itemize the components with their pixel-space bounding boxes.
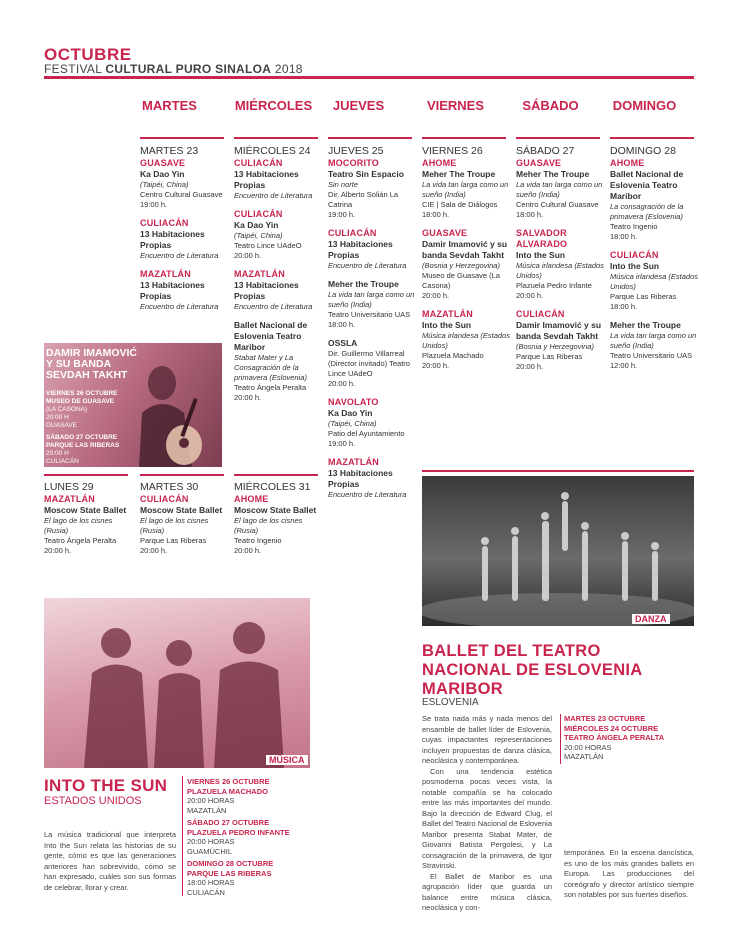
event-hour: 20:00 h. bbox=[328, 379, 356, 388]
event-info: La vida tan larga como un sueño (India) bbox=[328, 290, 415, 309]
damir-place-2: PARQUE LAS RIBERAS bbox=[46, 442, 120, 449]
event-info: Música irlandesa (Estados Unidos) bbox=[516, 261, 604, 280]
event-title: Into the Sun bbox=[516, 250, 566, 260]
city-label: NAVOLATO bbox=[328, 397, 379, 407]
city-label: AHOME bbox=[610, 158, 645, 168]
divider bbox=[328, 137, 412, 139]
city-label: AHOME bbox=[234, 494, 269, 504]
divider bbox=[140, 137, 224, 139]
musica-hour-3: 18:00 HORAS bbox=[187, 878, 235, 887]
event-location: Parque Las Riberas bbox=[140, 536, 207, 545]
event-hour: 20:00 h. bbox=[422, 361, 450, 370]
damir-city-2: CULIACÁN bbox=[46, 458, 79, 465]
event-hour: 19:00 h. bbox=[140, 200, 168, 209]
event-title: 13 Habitaciones Propias bbox=[328, 239, 393, 260]
danza-city: MAZATLÁN bbox=[564, 752, 604, 761]
column-domingo bbox=[610, 141, 703, 379]
event-title: Ballet Nacional de Eslovenia Teatro Maribor bbox=[234, 320, 308, 352]
event bbox=[234, 169, 327, 201]
danza-hour: 20:00 HORAS bbox=[564, 742, 612, 752]
event-hour: 20:00 h. bbox=[516, 362, 544, 371]
column-date: LUNES 29 bbox=[44, 481, 94, 493]
event-hour: 18:00 h. bbox=[422, 210, 450, 219]
danza-divider bbox=[560, 714, 561, 764]
damir-title-line2: Y SU BANDA bbox=[46, 358, 112, 370]
musica-place-3: PARQUE LAS RIBERAS bbox=[187, 868, 272, 878]
event-hour: 18:00 h. bbox=[516, 210, 544, 219]
damir-place-1: MUSEO DE GUASAVE bbox=[46, 398, 115, 405]
damir-date-2: SÁBADO 27 OCTUBRE bbox=[46, 434, 118, 441]
danza-subtitle: ESLOVENIA bbox=[422, 697, 479, 708]
city-label: MOCORITO bbox=[328, 158, 379, 168]
column-viernes bbox=[422, 141, 515, 379]
event bbox=[422, 239, 515, 301]
event-title: Into the Sun bbox=[422, 320, 472, 330]
event bbox=[234, 220, 327, 261]
musica-body: La música tradicional que interpreta Into the Sun relata las historias de su gente, cómo es que las generaciones anteriores han sobrevivido, cómo se han expresado, cuáles son sus formas de celebrar, llorar y crear. bbox=[44, 830, 176, 892]
danza-photo bbox=[422, 476, 694, 626]
city-label: MAZATLÁN bbox=[328, 457, 379, 467]
event-info: (Bosnia y Herzegovina) bbox=[516, 342, 594, 351]
band-illustration bbox=[44, 598, 310, 768]
event bbox=[328, 239, 421, 271]
event bbox=[234, 320, 327, 403]
event-info: La vida tan larga como un sueño (India) bbox=[516, 180, 603, 199]
event-hour: 20:00 h. bbox=[234, 251, 262, 260]
musica-subtitle: ESTADOS UNIDOS bbox=[44, 795, 142, 807]
event bbox=[516, 169, 609, 220]
day-header-jueves: JUEVES bbox=[332, 98, 385, 113]
event-info: Encuentro de Literatura bbox=[234, 191, 313, 200]
event-info: Encuentro de Literatura bbox=[328, 261, 407, 270]
city-label: CULIACÁN bbox=[234, 158, 283, 168]
event-info: Música irlandesa (Estados Unidos) bbox=[610, 272, 698, 291]
danza-place: TEATRO ÁNGELA PERALTA bbox=[564, 733, 665, 742]
musica-label: MÚSICA bbox=[266, 755, 308, 765]
danza-date-2: MIÉRCOLES 24 OCTUBRE bbox=[564, 723, 659, 733]
divider bbox=[234, 137, 318, 139]
danza-label: DANZA bbox=[632, 614, 670, 624]
damir-title bbox=[46, 348, 156, 381]
event-location: Dir. Alberto Solián La Catrina bbox=[328, 190, 399, 209]
damir-title-line3: SEVDAH TAKHT bbox=[46, 369, 128, 381]
danza-body-4: temporánea. En la escena dancística, es uno de los más grandes ballets en Europa. Las producciones del coreógrafo y director artístico siempre son notables por sus fuertes diseños. bbox=[564, 848, 694, 899]
column-date: VIERNES 26 bbox=[422, 145, 483, 157]
day-header-viernes: VIERNES bbox=[426, 98, 485, 113]
column-date: DOMINGO 28 bbox=[610, 145, 676, 157]
city-label: CULIACÁN bbox=[234, 209, 283, 219]
subtitle-b: CULTURAL PURO SINALOA bbox=[105, 62, 272, 76]
city-label: GUASAVE bbox=[140, 158, 186, 168]
event-location: Teatro Ángela Peralta bbox=[234, 383, 307, 392]
city-label: CULIACÁN bbox=[516, 309, 565, 319]
event bbox=[328, 408, 421, 449]
event-location: Teatro Lince UAdeO bbox=[234, 241, 302, 250]
event-location: Teatro Ángela Peralta bbox=[44, 536, 117, 545]
city-label: CULIACÁN bbox=[328, 228, 377, 238]
musica-divider bbox=[182, 776, 183, 896]
event-location: Parque Las Riberas bbox=[610, 292, 677, 301]
event-title: 13 Habitaciones Propias bbox=[234, 169, 299, 190]
city-label: SALVADOR ALVARADO bbox=[516, 228, 568, 249]
musica-date-3: DOMINGO 28 OCTUBRE bbox=[187, 859, 274, 868]
event-info: Encuentro de Literatura bbox=[328, 490, 407, 499]
subtitle-c: 2018 bbox=[271, 62, 303, 76]
event-info: El lago de los cisnes (Rusia) bbox=[234, 516, 303, 535]
event-location: Parque Las Riberas bbox=[516, 352, 583, 361]
danza-date-1: MARTES 23 OCTUBRE bbox=[564, 714, 646, 723]
day-header-miercoles: MIÉRCOLES bbox=[234, 98, 313, 113]
divider bbox=[234, 474, 318, 476]
event-info: (Taipéi, China) bbox=[234, 231, 283, 240]
city-label: MAZATLÁN bbox=[140, 269, 191, 279]
event-info: (Bosnia y Herzegovina) bbox=[422, 261, 500, 270]
event-info: Encuentro de Literatura bbox=[140, 302, 219, 311]
event-hour: 20:00 h. bbox=[44, 546, 72, 555]
event-title: OSSLA bbox=[328, 338, 358, 348]
event-info: Sin norte bbox=[328, 180, 359, 189]
event-hour: 20:00 h. bbox=[234, 393, 262, 402]
event-info: Stabat Mater y La Consagración de la primavera (Eslovenia) bbox=[234, 353, 307, 382]
city-label: CULIACÁN bbox=[140, 494, 189, 504]
event bbox=[140, 280, 233, 312]
musica-title: INTO THE SUN bbox=[44, 776, 168, 795]
event-hour: 20:00 h. bbox=[234, 546, 262, 555]
column-date: MARTES 30 bbox=[140, 481, 199, 493]
event-title: Ballet Nacional de Eslovenia Teatro Maribor bbox=[610, 169, 684, 201]
danza-dates bbox=[564, 714, 694, 762]
event bbox=[328, 468, 421, 500]
event bbox=[234, 280, 327, 312]
danza-title-line3: MARIBOR bbox=[422, 680, 503, 698]
divider bbox=[422, 470, 694, 472]
event-info: Encuentro de Literatura bbox=[234, 302, 313, 311]
musica-hour-2: 20:00 HORAS bbox=[187, 837, 235, 846]
musica-city-1: MAZATLÁN bbox=[187, 805, 227, 815]
event bbox=[140, 229, 233, 261]
event-hour: 19:00 h. bbox=[328, 210, 356, 219]
column-jueves bbox=[328, 141, 421, 508]
event bbox=[328, 279, 421, 330]
event bbox=[610, 261, 703, 312]
event-title: Teatro Sin Espacio bbox=[328, 169, 404, 179]
event-info: (Taipéi, China) bbox=[328, 419, 377, 428]
event bbox=[140, 505, 233, 556]
event-location: Centro Cultural Guasave bbox=[140, 190, 223, 199]
danza-body-2: Con una tendencia estética posmoderna pocas veces vista, la notable compañía se ha colocado entre las más importantes del mundo. Bajo la dirección de Edward Clug, el Ballet del Teatro Nacional de Eslovenia Maribor presenta Stabat Mater, de Giovanni Batista Pergolesi, y La consagración de la primavera, de Igor Stravinski. bbox=[422, 766, 552, 870]
event-info: La vida tan larga como un sueño (India) bbox=[422, 180, 509, 199]
dancers-illustration bbox=[422, 476, 694, 626]
event-hour: 18:00 h. bbox=[328, 320, 356, 329]
musica-photo bbox=[44, 598, 310, 768]
damir-place-1b: (LA CASONA) bbox=[46, 406, 88, 413]
divider bbox=[516, 137, 600, 139]
event-hour: 20:00 h. bbox=[422, 291, 450, 300]
event-title: Ka Dao Yin bbox=[140, 169, 185, 179]
header-rule bbox=[44, 76, 694, 79]
event-location: Teatro Universitario UAS bbox=[610, 351, 693, 360]
danza-body-1: Se trata nada más y nada menos del ensamble de ballet líder de Eslovenia, cuyas impactantes representaciones incluyen propuestas de danza clásica, neoclásica y contemporánea. bbox=[422, 714, 552, 765]
event-title: 13 Habitaciones Propias bbox=[328, 468, 393, 489]
event-info: (Taipéi, China) bbox=[140, 180, 189, 189]
event-info: La consagración de la primavera (Eslovenia) bbox=[610, 202, 684, 221]
event-title: Ka Dao Yin bbox=[328, 408, 373, 418]
event-title: Damir Imamović y su banda Sevdah Takht bbox=[422, 239, 508, 260]
column-date: MIÉRCOLES 24 bbox=[234, 145, 311, 157]
event-title: Into the Sun bbox=[610, 261, 660, 271]
event-title: Moscow State Ballet bbox=[44, 505, 127, 515]
musica-date-2: SÁBADO 27 OCTUBRE bbox=[187, 818, 270, 827]
event-hour: 20:00 h. bbox=[140, 546, 168, 555]
event-location: Plazuela Machado bbox=[422, 351, 484, 360]
event-hour: 12:00 h. bbox=[610, 361, 638, 370]
city-label: AHOME bbox=[422, 158, 457, 168]
damir-hour-1: 20:00 H bbox=[46, 414, 69, 421]
event-title: Moscow State Ballet bbox=[140, 505, 223, 515]
event-info: El lago de los cisnes (Rusia) bbox=[44, 516, 113, 535]
column-date: SÁBADO 27 bbox=[516, 145, 575, 157]
event-title: Moscow State Ballet bbox=[234, 505, 317, 515]
event-location: Teatro Universitario UAS bbox=[328, 310, 411, 319]
city-label: GUASAVE bbox=[516, 158, 562, 168]
damir-city-1: GUASAVE bbox=[46, 422, 77, 429]
event-title: 13 Habitaciones Propias bbox=[140, 280, 205, 301]
event-hour: 18:00 h. bbox=[610, 232, 638, 241]
musica-place-1: PLAZUELA MACHADO bbox=[187, 786, 268, 796]
event bbox=[610, 320, 703, 371]
danza-body-3: El Ballet de Maribor es una agrupación líder que guarda un balance entre música clásica, neoclásica y con- bbox=[422, 871, 552, 912]
damir-dates bbox=[46, 390, 146, 466]
danza-body-col1 bbox=[422, 714, 552, 914]
event bbox=[422, 169, 515, 220]
column-date: JUEVES 25 bbox=[328, 145, 384, 157]
event-title: Meher the Troupe bbox=[610, 320, 681, 330]
musica-place-2: PLAZUELA PEDRO INFANTE bbox=[187, 827, 290, 837]
event-location: Plazuela Pedro Infante bbox=[516, 281, 592, 290]
event-title: 13 Habitaciones Propias bbox=[234, 280, 299, 301]
musica-dates bbox=[187, 777, 312, 897]
event-location: CIE | Sala de Diálogos bbox=[422, 200, 498, 209]
event-location: Patio del Ayuntamiento bbox=[328, 429, 405, 438]
festival-subtitle bbox=[44, 62, 303, 76]
event bbox=[328, 338, 421, 389]
city-label: CULIACÁN bbox=[610, 250, 659, 260]
event-location: Centro Cultural Guasave bbox=[516, 200, 599, 209]
day-header-domingo: DOMINGO bbox=[612, 98, 677, 113]
danza-title bbox=[422, 642, 712, 699]
column-miercoles-31 bbox=[234, 477, 327, 564]
city-label: MAZATLÁN bbox=[44, 494, 95, 504]
column-miercoles bbox=[234, 141, 327, 411]
city-label: MAZATLÁN bbox=[422, 309, 473, 319]
event-title: Meher The Troupe bbox=[422, 169, 496, 179]
event bbox=[328, 169, 421, 220]
danza-title-line1: BALLET DEL TEATRO bbox=[422, 642, 601, 660]
event-info: La vida tan larga como un sueño (India) bbox=[610, 331, 697, 350]
event bbox=[44, 505, 137, 556]
damir-title-line1: DAMIR IMAMOVIĆ bbox=[46, 347, 137, 359]
event bbox=[610, 169, 703, 242]
event bbox=[516, 320, 609, 372]
event-hour: 19:00 h. bbox=[328, 439, 356, 448]
day-header-sabado: SÁBADO bbox=[522, 98, 579, 113]
event bbox=[422, 320, 515, 371]
event-title: 13 Habitaciones Propias bbox=[140, 229, 205, 250]
page-title: OCTUBRE bbox=[44, 45, 132, 64]
event-hour: 18:00 h. bbox=[610, 302, 638, 311]
damir-date-1: VIERNES 26 OCTUBRE bbox=[46, 390, 118, 397]
event-location: Museo de Guasave (La Casona) bbox=[422, 271, 500, 290]
column-martes-30 bbox=[140, 477, 233, 564]
column-martes bbox=[140, 141, 233, 320]
event-location: Teatro Ingenio bbox=[610, 222, 658, 231]
event-location: Teatro Ingenio bbox=[234, 536, 282, 545]
column-lunes-29 bbox=[44, 477, 137, 564]
musica-city-2: GUAMÚCHIL bbox=[187, 846, 233, 856]
musica-city-3: CULIACÁN bbox=[187, 887, 225, 897]
danza-title-line2: NACIONAL DE ESLOVENIA bbox=[422, 661, 643, 679]
city-label: GUASAVE bbox=[422, 228, 468, 238]
event-info: Música irlandesa (Estados Unidos) bbox=[422, 331, 510, 350]
event-title: Ka Dao Yin bbox=[234, 220, 279, 230]
city-label: CULIACÁN bbox=[140, 218, 189, 228]
event-title: Damir Imamović y su banda Sevdah Takht bbox=[516, 320, 602, 341]
divider bbox=[140, 474, 224, 476]
day-header-martes: MARTES bbox=[142, 98, 197, 113]
event bbox=[516, 250, 609, 301]
event-hour: 20:00 h. bbox=[516, 291, 544, 300]
column-date: MIÉRCOLES 31 bbox=[234, 481, 311, 493]
event bbox=[234, 505, 327, 556]
musica-date-1: VIERNES 26 OCTUBRE bbox=[187, 777, 270, 786]
city-label: MAZATLÁN bbox=[234, 269, 285, 279]
event-info: Encuentro de Literatura bbox=[140, 251, 219, 260]
column-sabado bbox=[516, 141, 609, 380]
musica-hour-1: 20:00 HORAS bbox=[187, 796, 235, 805]
divider bbox=[610, 137, 694, 139]
column-date: MARTES 23 bbox=[140, 145, 199, 157]
divider bbox=[422, 137, 506, 139]
subtitle-a: FESTIVAL bbox=[44, 62, 106, 76]
event-title: Meher The Troupe bbox=[516, 169, 590, 179]
damir-hour-2: 20:00 H bbox=[46, 450, 69, 457]
divider bbox=[44, 474, 128, 476]
event-title: Meher the Troupe bbox=[328, 279, 399, 289]
event bbox=[140, 169, 233, 210]
event-location: Dir. Guillermo Villarreal (Director invitado) Teatro Lince UAdeO bbox=[328, 349, 410, 378]
event-info: El lago de los cisnes (Rusia) bbox=[140, 516, 209, 535]
